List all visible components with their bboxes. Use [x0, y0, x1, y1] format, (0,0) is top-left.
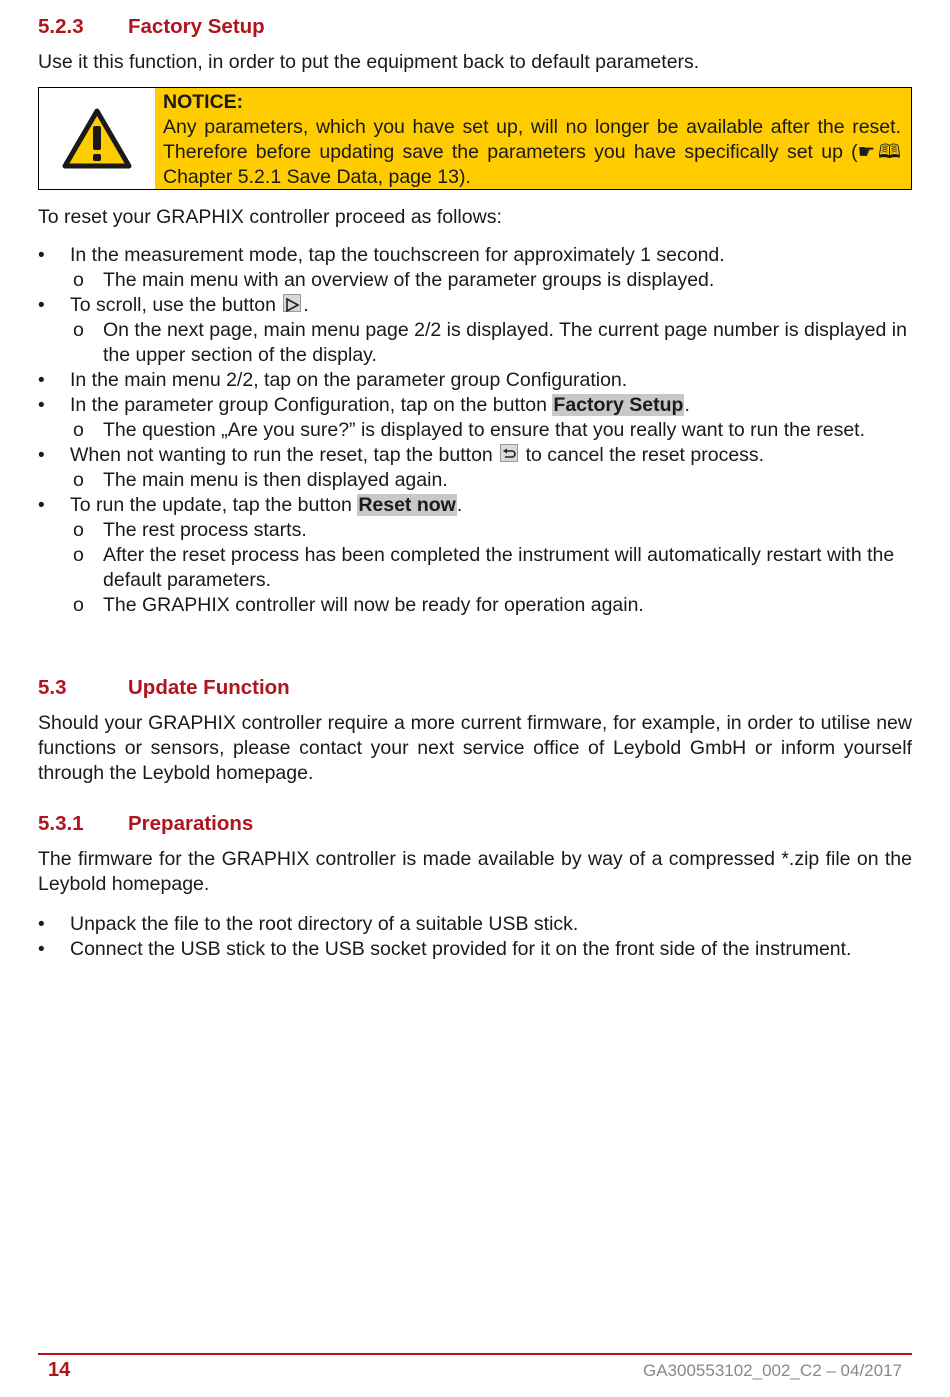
notice-icon-cell	[39, 88, 155, 189]
notice-reference-text: Chapter 5.2.1 Save Data, page 13).	[163, 166, 471, 188]
step-text: In the parameter group Configuration, tap on the button	[70, 394, 553, 416]
step-text-end: .	[456, 494, 463, 516]
step-text: In the measurement mode, tap the touchscreen for approximately 1 second.	[70, 244, 725, 266]
section-number: 5.3	[38, 676, 67, 699]
sub-list-item: o The main menu with an overview of the parameter groups is displayed.	[70, 268, 912, 293]
preparations-list	[38, 912, 912, 962]
notice-body	[163, 115, 901, 190]
notice-body-text: Any parameters, which you have set up, will no longer be available after the reset. Therefore before updating save the parameters you have specifically set up (	[163, 116, 901, 163]
list-item: • In the main menu 2/2, tap on the parameter group Configuration.	[38, 368, 912, 393]
footer-divider	[38, 1353, 912, 1355]
section-title: Preparations	[128, 812, 254, 835]
list-item	[38, 393, 912, 443]
reset-steps	[38, 243, 912, 618]
sub-list-item: o After the reset process has been completed the instrument will automatically restart with the default parameters.	[70, 543, 912, 593]
section-title: Update Function	[128, 676, 290, 699]
step-text-end: to cancel the reset process.	[520, 444, 765, 466]
update-function-text: Should your GRAPHIX controller require a more current firmware, for example, in order to utilise new functions or sensors, please contact your next service office of Leybold GmbH or inform yourself through the Leybold homepage.	[38, 712, 912, 784]
sub-list-item: o The main menu is then displayed again.	[70, 468, 912, 493]
reference-icon: ☛🕮	[857, 141, 901, 163]
section-number: 5.2.3	[38, 15, 84, 38]
section-heading-5-3	[38, 675, 290, 701]
sub-list-item: o On the next page, main menu page 2/2 is displayed. The current page number is displayed in the upper section of the display.	[70, 318, 912, 368]
scroll-next-button-icon	[283, 294, 301, 312]
sub-list-item: o The question „Are you sure?” is displayed to ensure that you really want to run the reset.	[70, 418, 912, 443]
notice-box	[38, 87, 912, 190]
step-text: To run the update, tap the button	[70, 494, 358, 516]
page-number: 14	[48, 1359, 71, 1381]
list-item	[38, 443, 912, 493]
section-intro: Use it this function, in order to put the equipment back to default parameters.	[38, 51, 700, 73]
sub-list-item: o The rest process starts.	[70, 518, 912, 543]
section-title: Factory Setup	[128, 15, 265, 38]
sub-list-item: o The GRAPHIX controller will now be ready for operation again.	[70, 593, 912, 618]
reset-now-button-label: Reset now	[358, 494, 456, 516]
list-item	[38, 493, 912, 618]
section-number: 5.3.1	[38, 812, 84, 835]
section-heading-5-2-3	[38, 14, 265, 40]
list-item: • Unpack the file to the root directory of a suitable USB stick.	[38, 912, 912, 937]
step-text: When not wanting to run the reset, tap the button	[70, 444, 499, 466]
document-id: GA300553102_002_C2 – 04/2017	[642, 1361, 902, 1380]
section-heading-5-3-1	[38, 811, 253, 837]
reset-intro: To reset your GRAPHIX controller proceed as follows:	[38, 206, 502, 228]
step-text-end: .	[303, 294, 309, 316]
notice-text	[155, 88, 911, 189]
preparations-text: The firmware for the GRAPHIX controller is made available by way of a compressed *.zip file on the Leybold homepage.	[38, 848, 912, 895]
list-item	[38, 293, 912, 368]
back-return-icon	[500, 444, 518, 462]
list-item: • Connect the USB stick to the USB socket provided for it on the front side of the instrument.	[38, 937, 912, 962]
notice-title: NOTICE:	[163, 91, 244, 113]
step-text: To scroll, use the button	[70, 294, 282, 316]
warning-triangle-icon	[62, 108, 132, 170]
list-item	[38, 243, 912, 293]
step-text-end: .	[684, 394, 690, 416]
factory-setup-button-label: Factory Setup	[553, 394, 684, 416]
